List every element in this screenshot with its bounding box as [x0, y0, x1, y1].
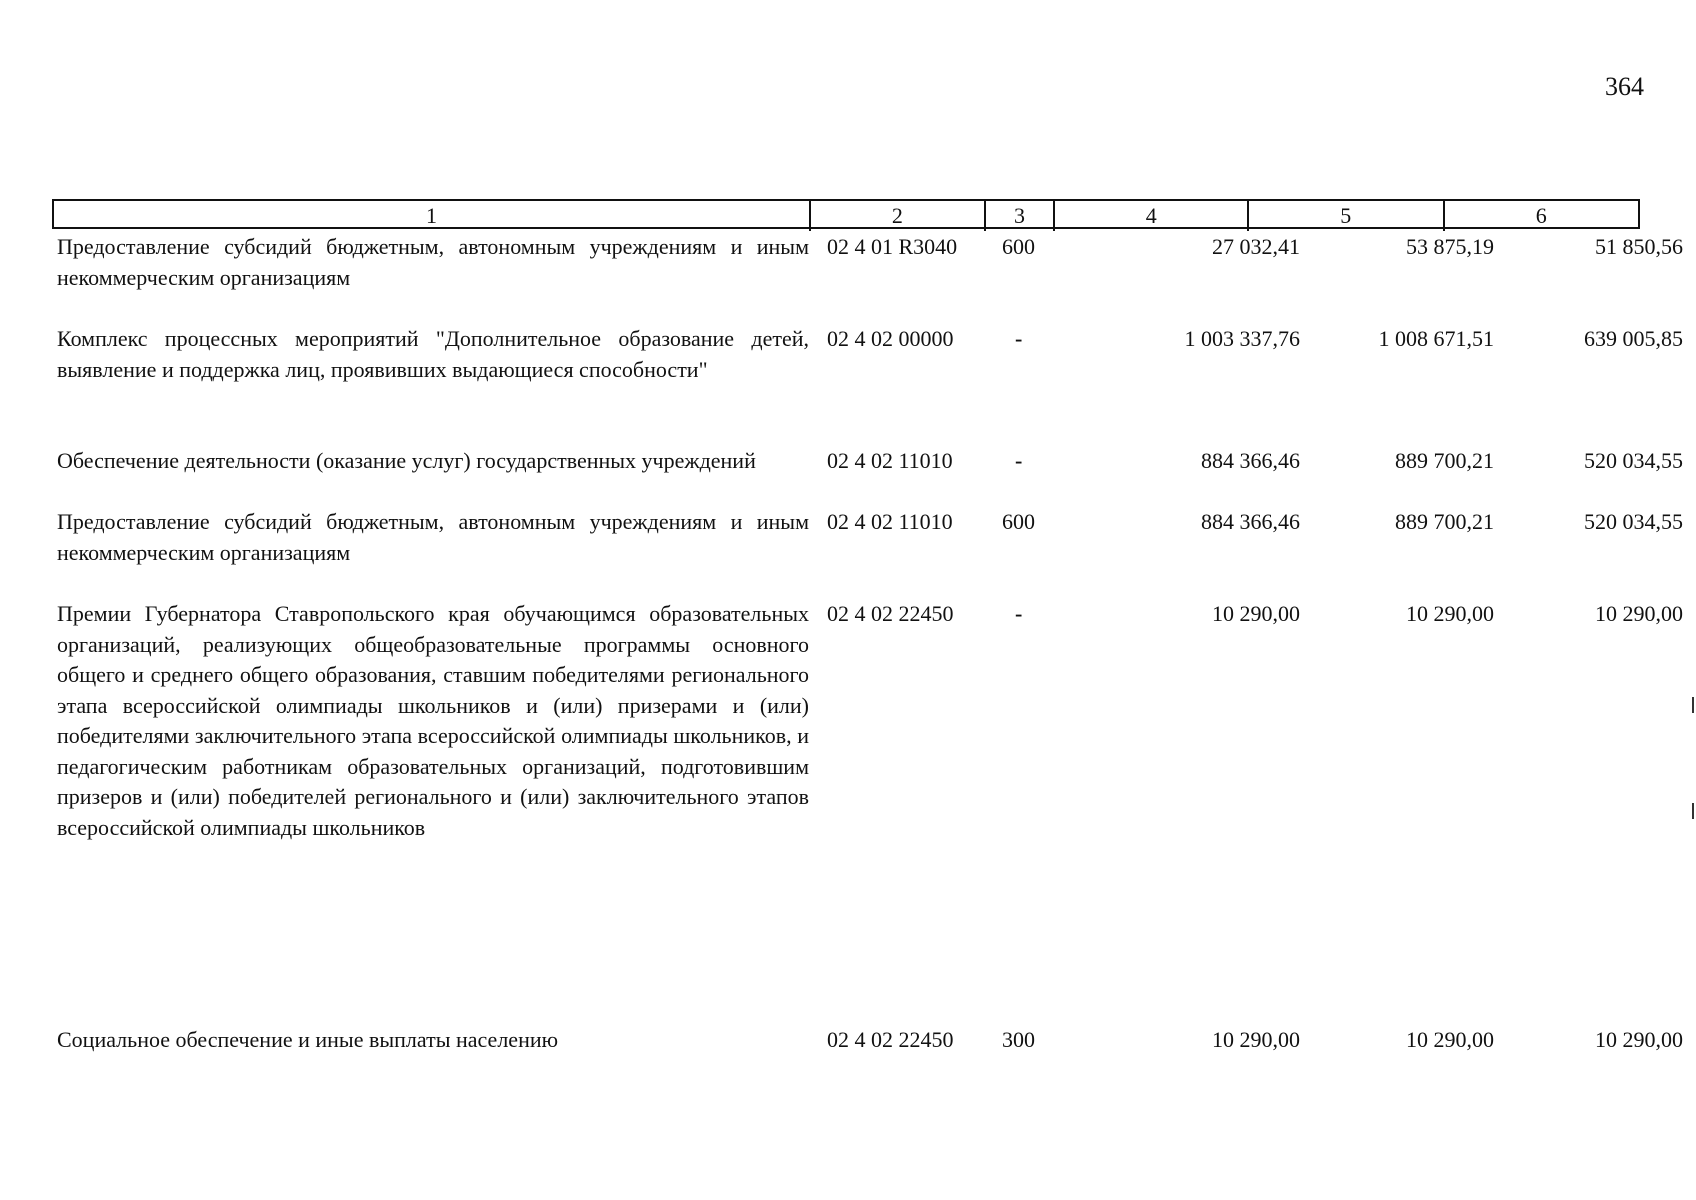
row-name: Обеспечение деятельности (оказание услуг) государственных учреждений [57, 448, 756, 473]
row-code: 02 4 02 11010 [827, 509, 953, 534]
row-value-5: 889 700,21 [1395, 509, 1494, 534]
row-value-4: 1 003 337,76 [1184, 326, 1300, 351]
row-code: 02 4 01 R3040 [827, 234, 958, 259]
row-vr: 300 [1002, 1027, 1035, 1052]
row-code: 02 4 02 22450 [827, 601, 954, 626]
row-value-6: 10 290,00 [1595, 601, 1683, 626]
row-value-6: 520 034,55 [1584, 448, 1683, 473]
row-value-4: 884 366,46 [1201, 509, 1300, 534]
row-value-4: 27 032,41 [1212, 234, 1300, 259]
row-value-4: 884 366,46 [1201, 448, 1300, 473]
row-value-5: 10 290,00 [1406, 601, 1494, 626]
row-value-5: 10 290,00 [1406, 1027, 1494, 1052]
row-value-5: 1 008 671,51 [1378, 326, 1494, 351]
row-vr: - [1015, 326, 1023, 351]
row-name: Предоставление субсидий бюджетным, автономным учреждениям и иным некоммерческим организациям [57, 509, 809, 565]
row-vr: - [1015, 448, 1023, 473]
header-col-6: 6 [1535, 203, 1547, 228]
row-name: Предоставление субсидий бюджетным, автономным учреждениям и иным некоммерческим организациям [57, 234, 809, 290]
header-col-4: 4 [1055, 201, 1249, 231]
row-name: Социальное обеспечение и иные выплаты населению [57, 1027, 559, 1052]
scan-edge-mark [1692, 803, 1694, 819]
row-code: 02 4 02 00000 [827, 326, 954, 351]
header-col-5: 5 [1249, 201, 1445, 231]
header-col-2: 2 [811, 201, 986, 231]
row-value-6: 51 850,56 [1595, 234, 1683, 259]
row-value-4: 10 290,00 [1212, 601, 1300, 626]
row-code: 02 4 02 11010 [827, 448, 953, 473]
row-value-5: 889 700,21 [1395, 448, 1494, 473]
row-vr: - [1015, 601, 1023, 626]
row-value-6: 10 290,00 [1595, 1027, 1683, 1052]
header-col-3: 3 [986, 201, 1056, 231]
row-name: Комплекс процессных мероприятий "Дополнительное образование детей, выявление и поддержка лиц, проявивших выдающиеся способности" [57, 326, 809, 382]
scan-edge-mark [1692, 697, 1694, 713]
table-header [52, 199, 1640, 229]
row-value-6: 520 034,55 [1584, 509, 1683, 534]
row-vr: 600 [1002, 509, 1035, 534]
row-value-5: 53 875,19 [1406, 234, 1494, 259]
row-vr: 600 [1002, 234, 1035, 259]
row-value-6: 639 005,85 [1584, 326, 1683, 351]
page-number: 364 [1605, 72, 1644, 101]
row-value-4: 10 290,00 [1212, 1027, 1300, 1052]
row-code: 02 4 02 22450 [827, 1027, 954, 1052]
row-name: Премии Губернатора Ставропольского края обучающимся образовательных организаций, реализующих общеобразовательные программы основного общего и среднего общего образования, ставшим победителями регионального этапа всероссийской олимпиады школьников и (или) призерами и (или) победителями заключительного этапа всероссийской олимпиады школьников, и педагогическим работникам образовательных организаций, подготовившим призеров и (или) победителей регионального и (или) заключительного этапов всероссийской олимпиады школьников [57, 601, 809, 840]
header-col-1: 1 [54, 201, 811, 231]
